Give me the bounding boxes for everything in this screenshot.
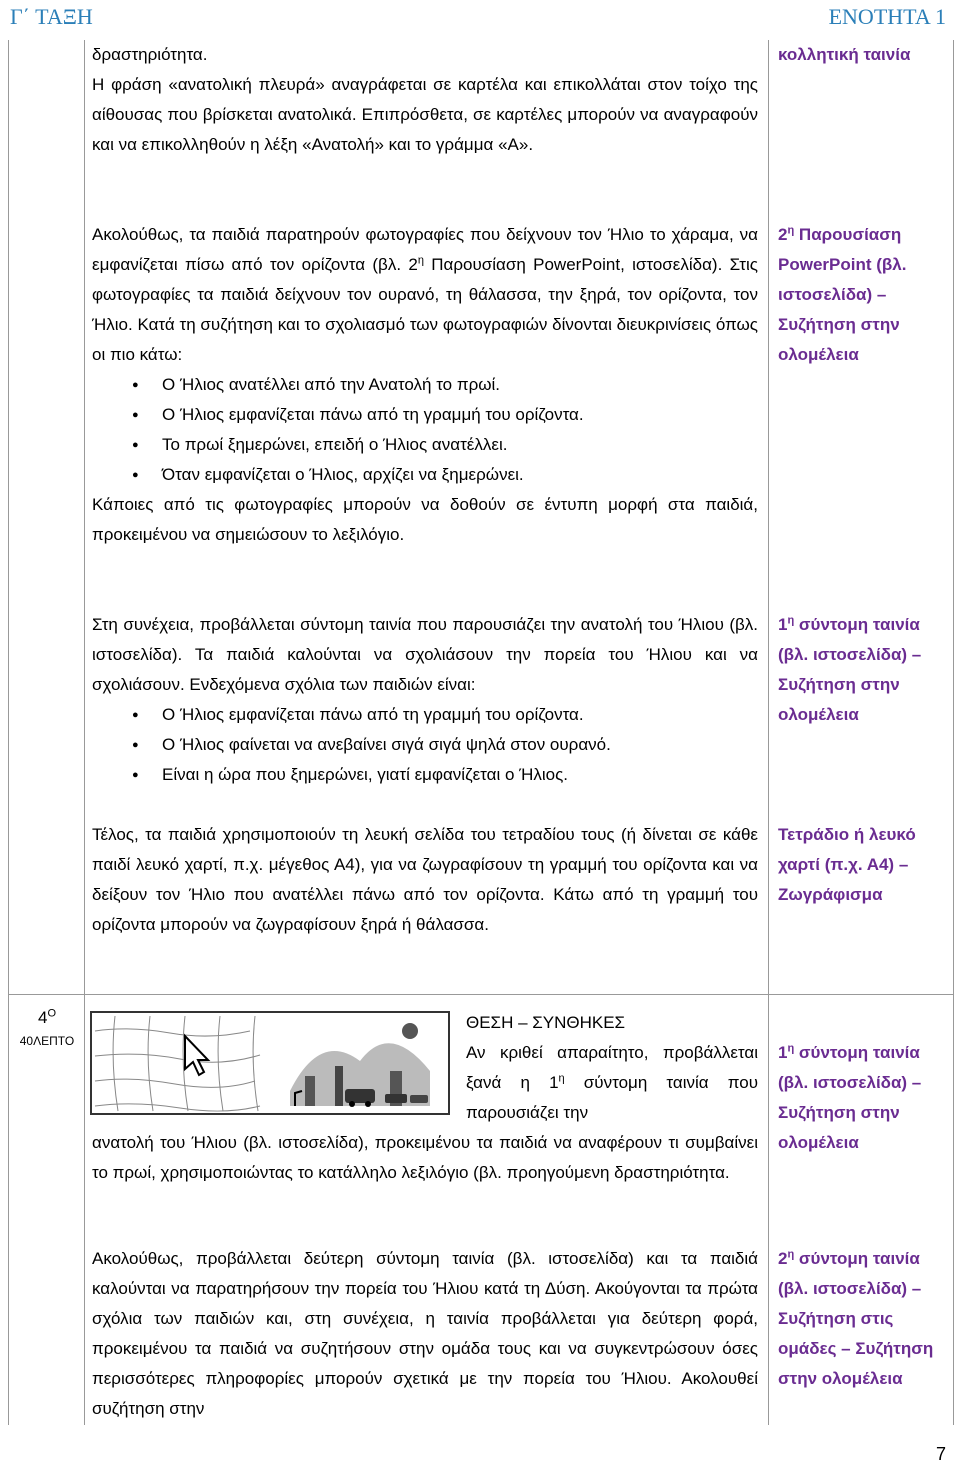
period-number: 4	[37, 1008, 48, 1027]
b5-heading: ΘΕΣΗ – ΣΥΝΘΗΚΕΣ	[466, 1013, 626, 1032]
b2-sup: η	[417, 254, 424, 267]
b1-line-2: Η φράση «ανατολική πλευρά» αναγράφεται σε καρτέλα και επικολλάται στον τοίχο της αίθουσας που βρίσκεται ανατολικά. Επιπρόσθετα, σε καρτέλες μπορούν να αναγραφούν και να επικολληθούν η λέξη «Ανατολή» και το γράμμα «Α».	[92, 75, 758, 154]
period-sup: Ο	[47, 1007, 57, 1020]
b2-intro	[92, 220, 758, 370]
b5-res-sup: η	[787, 1042, 795, 1055]
b5-side-a: Αν κριθεί απαραίτητο, προβάλλεται ξανά η 1	[466, 1043, 758, 1092]
list-item: ● Όταν εμφανίζεται ο Ήλιος, αρχίζει να ξημερώνει.	[92, 460, 758, 490]
b2-outro: Κάποιες από τις φωτογραφίες μπορούν να δοθούν σε έντυπη μορφή στα παιδιά, προκειμένου να σημειώσουν το λεξιλόγιο.	[92, 495, 758, 544]
period-cell	[12, 1008, 82, 1048]
block-3-text	[92, 610, 758, 790]
block-5-resource	[778, 1038, 954, 1158]
header-left: Γ΄ ΤΑΞΗ	[10, 4, 93, 29]
b4-text: Τέλος, τα παιδιά χρησιμοποιούν τη λευκή σελίδα του τετραδίου τους (ή δίνεται σε κάθε παιδί λευκό χαρτί, π.χ. μέγεθος Α4), για να ζωγραφίσουν τη γραμμή του ορίζοντα και να δείξουν τον Ήλιο που ανατέλλει πάνω από τον ορίζοντα. Κάτω από τη γραμμή του ορίζοντα μπορούν να ζωγραφίσουν ξηρά ή θάλασσα.	[92, 825, 758, 934]
table-divider-2	[768, 40, 769, 1425]
b1-line-1: δραστηριότητα.	[92, 45, 208, 64]
b6-res-rest: σύντομη ταινία (βλ. ιστοσελίδα) – Συζήτηση στις ομάδες – Συζήτηση στην ολομέλεια	[778, 1249, 934, 1388]
table-divider-1	[84, 40, 85, 1425]
b6-res-sup: η	[787, 1248, 795, 1261]
b5-res-rest: σύντομη ταινία (βλ. ιστοσελίδα) – Συζήτηση στην ολομέλεια	[778, 1043, 922, 1152]
list-item: ● Το πρωί ξημερώνει, επειδή ο Ήλιος ανατέλλει.	[92, 430, 758, 460]
b5-rest: ανατολή του Ήλιου (βλ. ιστοσελίδα), προκειμένου τα παιδιά να αναφέρουν τι συμβαίνει το πρωί, χρησιμοποιώντας το κατάλληλο λεξιλόγιο (βλ. προηγούμενη δραστηριότητα.	[92, 1133, 758, 1182]
video-thumbnail-image	[90, 1011, 450, 1115]
block-6-resource	[778, 1244, 954, 1394]
row-divider	[8, 994, 954, 995]
table-border-left	[8, 40, 9, 1425]
block-1-resource: κολλητική ταινία	[778, 45, 911, 64]
block-3-resource	[778, 610, 954, 730]
b2-res-rest: Παρουσίαση PowerPoint (βλ. ιστοσελίδα) – Συζήτηση στην ολομέλεια	[778, 225, 907, 364]
header-right: ΕΝΟΤΗΤΑ 1	[828, 4, 946, 29]
b3-res-num: 1	[778, 615, 788, 634]
b2-bullet-list	[92, 370, 758, 490]
b5-side-b: σύντομη ταινία που παρουσιάζει την	[466, 1073, 759, 1122]
b3-res-sup: η	[787, 614, 795, 627]
b3-res-rest: σύντομη ταινία (βλ. ιστοσελίδα) – Συζήτηση στην ολομέλεια	[778, 615, 922, 724]
list-item: ● Ο Ήλιος εμφανίζεται πάνω από τη γραμμή του ορίζοντα.	[92, 700, 758, 730]
b5-res-num: 1	[778, 1043, 788, 1062]
list-item: ● Είναι η ώρα που ξημερώνει, γιατί εμφανίζεται ο Ήλιος.	[92, 760, 758, 790]
b2-res-sup: η	[787, 224, 795, 237]
period-duration: 40ΛΕΠΤΟ	[19, 1034, 75, 1048]
b6-text: Ακολούθως, προβάλλεται δεύτερη σύντομη ταινία (βλ. ιστοσελίδα) και τα παιδιά καλούνται να παρατηρήσουν την πορεία του Ήλιου κατά τη Δύση. Ακούγονται τα πρώτα σχόλια των παιδιών και, στη συνέχεια, η ταινία προβάλλεται για δεύτερη φορά, προκειμένου τα παιδιά να συζητήσουν στην ομάδα τους και να συγκεντρώσουν όσες περισσότερες πληροφορίες μπορούν σχετικά με την πορεία του Ήλιου. Ακολουθεί συζήτηση στην	[92, 1249, 758, 1418]
page-number: 7	[935, 1444, 946, 1464]
b3-intro: Στη συνέχεια, προβάλλεται σύντομη ταινία που παρουσιάζει την ανατολή του Ήλιου (βλ. ιστοσελίδα). Τα παιδιά καλούνται να σχολιάσουν την πορεία του Ήλιου και να σχολιάσουν. Ενδεχόμενα σχόλια των παιδιών είναι:	[92, 615, 758, 694]
lesson-table	[8, 40, 954, 1425]
b5-side-text	[466, 1008, 758, 1128]
block-2-resource	[778, 220, 954, 370]
block-2-text	[92, 220, 758, 550]
b6-res-num: 2	[778, 1249, 788, 1268]
list-item: ● Ο Ήλιος ανατέλλει από την Ανατολή το πρωί.	[92, 370, 758, 400]
block-6-text	[92, 1244, 758, 1424]
b5-side	[466, 1038, 758, 1128]
block-4-text	[92, 820, 758, 940]
block-1-text	[92, 40, 758, 160]
b2-res-num: 2	[778, 225, 788, 244]
b5-side-sup: η	[558, 1072, 565, 1085]
b2-intro-a: Ακολούθως, τα παιδιά παρατηρούν φωτογραφίες που δείχνουν τον Ήλιο το χάραμα, να εμφανίζεται πίσω από τον ορίζοντα (βλ. 2	[92, 225, 758, 274]
b2-intro-b: Παρουσίαση PowerPoint, ιστοσελίδα). Στις φωτογραφίες τα παιδιά δείχνουν τον ουρανό, τη θάλασσα, την ξηρά, τον ορίζοντα, τον Ήλιο. Κατά τη συζήτηση και το σχολιασμό των φωτογραφιών δίνονται διευκρινίσεις όπως οι πιο κάτω:	[92, 255, 758, 364]
b3-bullet-list	[92, 700, 758, 790]
block-4-resource: Τετράδιο ή λευκό χαρτί (π.χ. Α4) – Ζωγράφισμα	[778, 825, 916, 904]
list-item: ● Ο Ήλιος φαίνεται να ανεβαίνει σιγά σιγά ψηλά στον ουρανό.	[92, 730, 758, 760]
list-item: ● Ο Ήλιος εμφανίζεται πάνω από τη γραμμή του ορίζοντα.	[92, 400, 758, 430]
